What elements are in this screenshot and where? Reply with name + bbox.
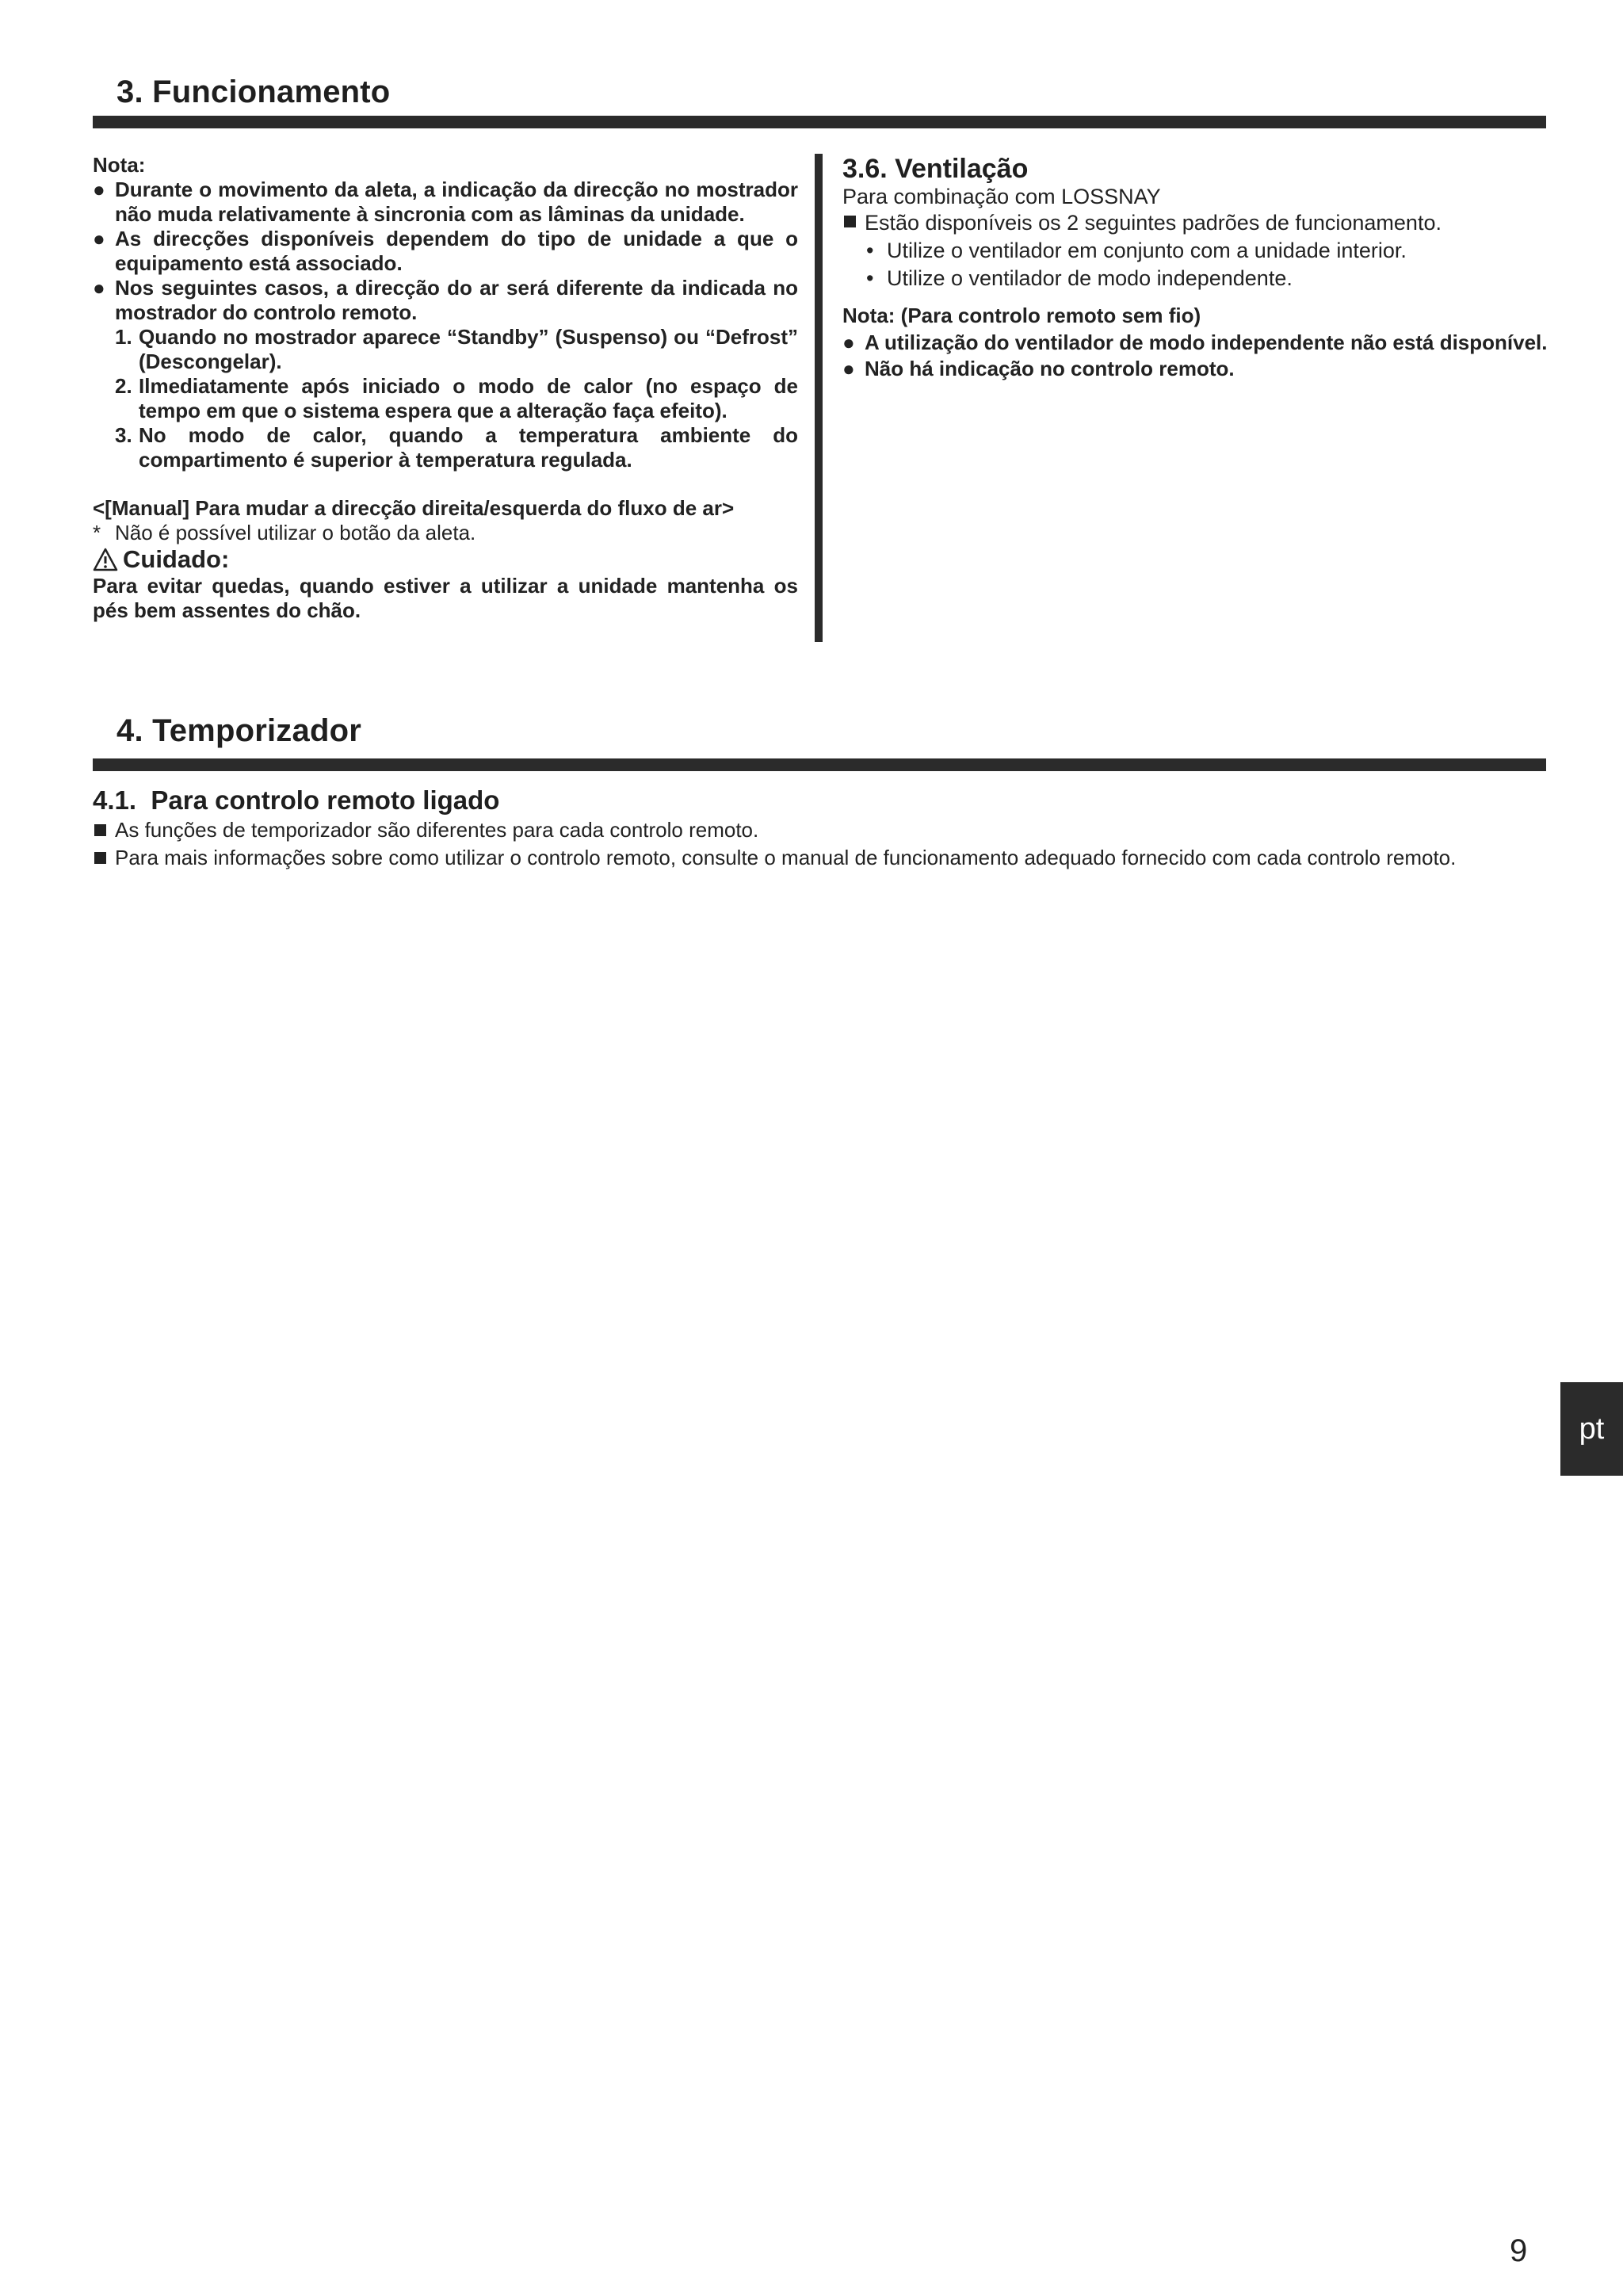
wireless-note-label: Nota: (Para controlo remoto sem fio)	[842, 304, 1201, 327]
section-4-rule	[93, 758, 1546, 771]
ventilation-square-text: Estão disponíveis os 2 seguintes padrões de funcionamento.	[865, 211, 1442, 235]
warning-icon	[93, 548, 118, 571]
wireless-note-bullet	[842, 330, 1556, 356]
numbered-case	[93, 423, 798, 472]
case-text: Ilmediatamente após iniciado o modo de calor (no espaço de tempo em que o sistema espera que a alteração faça efeito).	[139, 374, 798, 422]
section-4-body	[93, 785, 1583, 872]
ventilation-option	[842, 265, 1556, 292]
column-divider	[815, 154, 823, 642]
bullet-icon: ●	[93, 178, 105, 201]
bullet-icon: ●	[842, 357, 855, 380]
timer-item-text: Para mais informações sobre como utilizar o controlo remoto, consulte o manual de funcionamento adequado fornecido com cada controlo remoto.	[115, 846, 1457, 869]
page-number: 9	[1510, 2233, 1528, 2268]
numbered-case	[93, 325, 798, 374]
timer-subheading: 4.1. Para controlo remoto ligado	[93, 785, 500, 815]
nota-bullet-text: Nos seguintes casos, a direcção do ar será diferente da indicada no mostrador do controlo remoto.	[115, 276, 798, 324]
wireless-note-text: A utilização do ventilador de modo independente não está disponível.	[865, 330, 1548, 354]
wireless-note-text: Não há indicação no controlo remoto.	[865, 357, 1235, 380]
case-number: 2.	[115, 374, 132, 398]
bullet-icon: ●	[842, 330, 855, 354]
ventilation-subtitle: Para combinação com LOSSNAY	[842, 185, 1161, 208]
case-text: Quando no mostrador aparece “Standby” (Suspenso) ou “Defrost” (Descongelar).	[139, 325, 798, 373]
bullet-icon: ●	[93, 227, 105, 250]
manual-note	[93, 521, 798, 545]
section-3-right-column	[842, 153, 1556, 382]
case-number: 1.	[115, 325, 132, 349]
caution-title: Cuidado:	[123, 545, 230, 573]
caution-heading	[93, 545, 798, 574]
caution-text: Para evitar quedas, quando estiver a utilizar a unidade mantenha os pés bem assentes do chão.	[93, 574, 798, 622]
timer-item	[93, 816, 1583, 844]
small-bullet-icon: •	[866, 266, 874, 290]
case-text: No modo de calor, quando a temperatura ambiente do compartimento é superior à temperatura regulada.	[139, 423, 798, 472]
section-3-left-column	[93, 153, 798, 623]
wireless-note-bullet	[842, 356, 1556, 382]
nota-bullet	[93, 227, 798, 276]
section-3-title: 3. Funcionamento	[116, 74, 391, 109]
nota-bullet-text: As direcções disponíveis dependem do tipo de unidade a que o equipamento está associado.	[115, 227, 798, 275]
ventilation-square-item	[842, 209, 1556, 237]
nota-bullet	[93, 178, 798, 227]
ventilation-option-text: Utilize o ventilador de modo independente.	[887, 266, 1293, 290]
manual-note-text: Não é possível utilizar o botão da aleta.	[115, 521, 476, 544]
square-bullet-icon	[94, 852, 106, 864]
manual-direction-heading: <[Manual] Para mudar a direcção direita/esquerda do fluxo de ar>	[93, 496, 735, 520]
ventilation-heading: 3.6. Ventilação	[842, 154, 1029, 184]
case-number: 3.	[115, 423, 132, 447]
numbered-case	[93, 374, 798, 423]
bullet-icon: ●	[93, 276, 105, 300]
nota-bullet-text: Durante o movimento da aleta, a indicação da direcção no mostrador não muda relativamente à sincronia com as lâminas da unidade.	[115, 178, 798, 226]
language-tab: pt	[1560, 1382, 1623, 1476]
square-bullet-icon	[844, 216, 856, 227]
asterisk-mark: *	[93, 521, 101, 544]
section-3-rule	[93, 116, 1546, 128]
ventilation-option-text: Utilize o ventilador em conjunto com a unidade interior.	[887, 239, 1407, 262]
nota-bullet	[93, 276, 798, 325]
square-bullet-icon	[94, 824, 106, 836]
section-4-title: 4. Temporizador	[116, 713, 361, 748]
timer-item-text: As funções de temporizador são diferentes para cada controlo remoto.	[115, 818, 759, 842]
nota-label: Nota:	[93, 153, 146, 177]
small-bullet-icon: •	[866, 239, 874, 262]
ventilation-option	[842, 237, 1556, 265]
timer-item	[93, 844, 1583, 872]
